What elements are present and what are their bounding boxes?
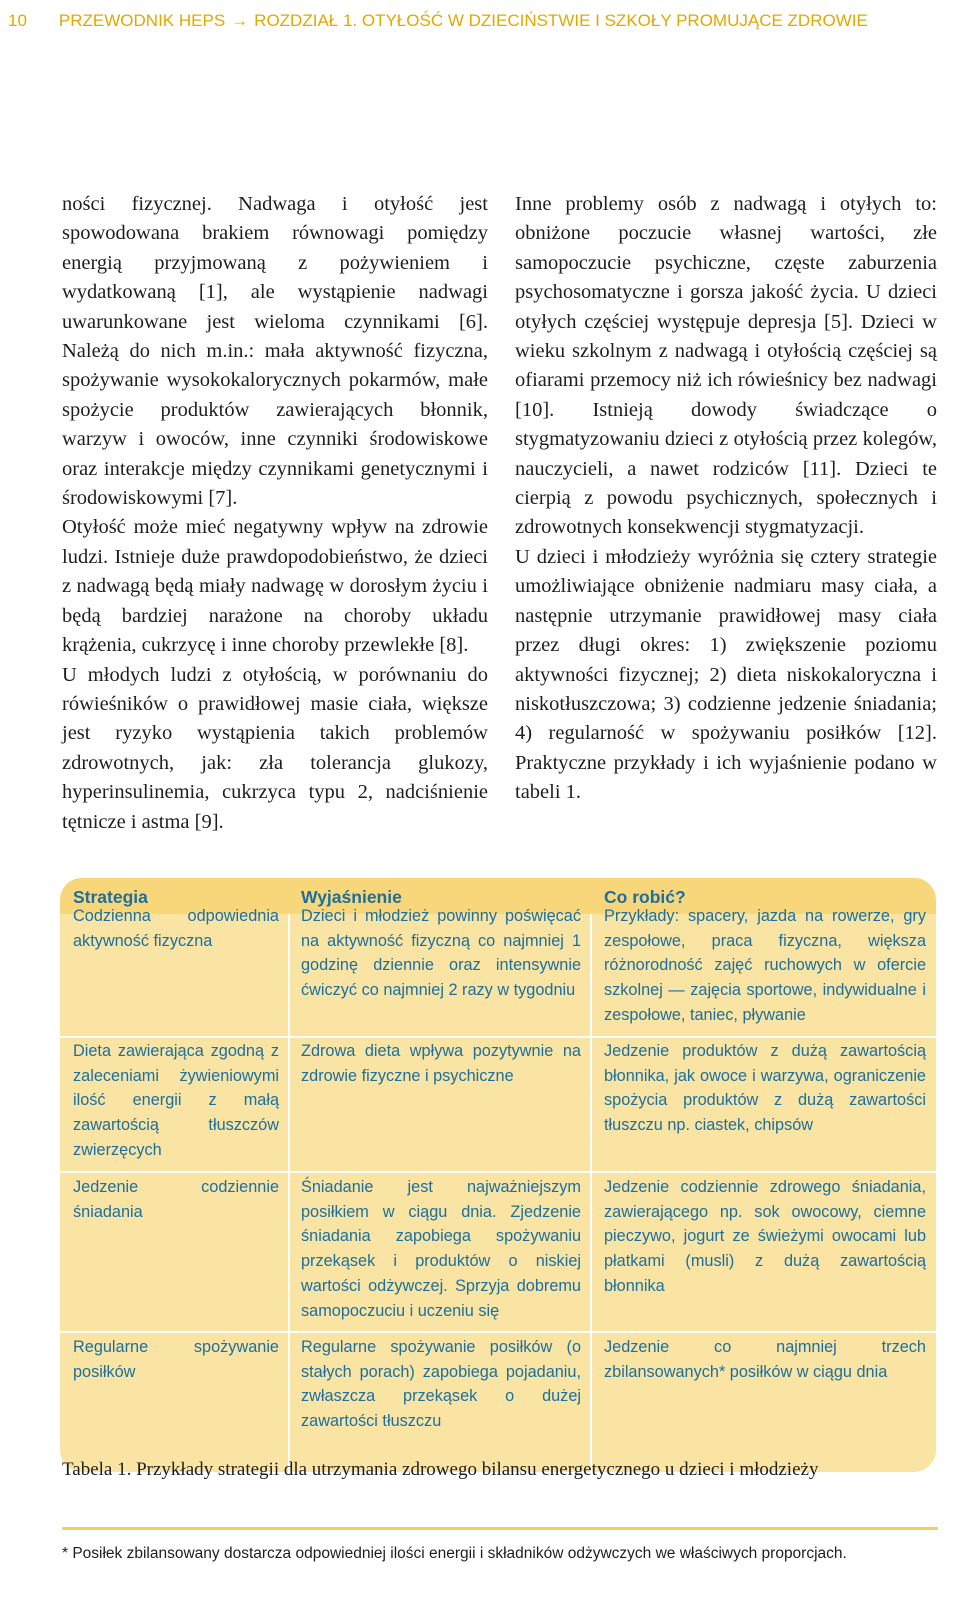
table-cell-strategy: Dieta zawierająca zgodną z zaleceniami żywieniowymi ilość energii z małą zawartością tłuszczów zwierzęcych [73,1042,279,1159]
paragraph: Inne problemy osób z nadwagą i otyłych to: obniżone poczucie własnej wartości, złe samopoczucie psychiczne, częste zaburzenia psychosomatyczne i gorsza jakość życia. U dzieci otyłych częściej występuje depresja [5]. Dzieci w wieku szkolnym z nadwagą i otyłością częściej są ofiarami przemocy niż ich rówieśnicy bez nadwagi [10]. Istnieją dowody świadczące o stygmatyzowaniu dzieci z otyłością przez kolegów, nauczycieli, a nawet rodziców [11]. Dzieci te cierpią z powodu psychicznych, społecznych i zdrowotnych konsekwencji stygmatyzacji. [515,193,937,539]
table-cell-action: Jedzenie codziennie zdrowego śniadania, zawierającego np. sok owocowy, ciemne pieczywo, jogurt ze świeżymi owocami lub płatkami (musli) z dużą zawartością błonnika [604,1178,926,1295]
running-header [8,8,940,34]
header-explanation: Wyjaśnienie [301,887,402,907]
table-cell-strategy: Regularne spożywanie posiłków [73,1338,279,1381]
column-divider [288,914,290,1472]
row-divider [60,1331,936,1333]
table-caption: Tabela 1. Przykłady strategii dla utrzymania zdrowego bilansu energetycznego u dzieci i młodzieży [62,1459,819,1480]
arrow-right-icon: → [231,11,249,30]
table-cell-explanation: Zdrowa dieta wpływa pozytywnie na zdrowie fizyczne i psychiczne [301,1042,581,1085]
right-text-column [515,190,937,808]
header-strategy: Strategia [73,887,148,907]
table-cell-explanation: Regularne spożywanie posiłków (o stałych porach) zapobiega pojadaniu, zwłaszcza przekąsek o dużej zawartości tłuszczu [301,1338,581,1431]
guide-title: PRZEWODNIK HEPS [58,11,226,30]
table-cell-action: Jedzenie co najmniej trzech zbilansowanych* posiłków w ciągu dnia [604,1338,926,1381]
row-divider [60,1171,936,1173]
paragraph: U młodych ludzi z otyłością, w porównaniu do rówieśników o prawidłowej masie ciała, większe jest ryzyko wystąpienia takich problemów zdrowotnych, jak: zła tolerancja glukozy, hyperinsulinemia, cukrzyca typu 2, nadciśnienie tętnicze i astma [9]. [62,663,488,833]
column-divider [590,914,592,1472]
paragraph: U dzieci i młodzieży wyróżnia się cztery strategie umożliwiające obniżenie nadmiaru masy ciała, a następnie utrzymanie prawidłowej masy ciała przez długi okres: 1) zwiększenie poziomu aktywności fizycznej; 2) dieta niskokaloryczna i niskotłuszczowa; 3) codzienne jedzenie śniadania; 4) regularność w spożywaniu posiłków [12]. Praktyczne przykłady i ich wyjaśnienie podano w tabeli 1. [515,545,937,804]
paragraph: Otyłość może mieć negatywny wpływ na zdrowie ludzi. Istnieje duże prawdopodobieństwo, że dzieci z nadwagą będą miały nadwagę w dorosłym życiu i będą bardziej narażone na choroby układu krążenia, cukrzycę i inne choroby przewlekłe [8]. [62,516,488,657]
table-cell-strategy: Codzienna odpowiednia aktywność fizyczna [73,907,279,950]
table-cell-action: Przykłady: spacery, jazda na rowerze, gry zespołowe, praca fizyczna, większa różnorodność zajęć ruchowych w ofercie szkolnej — zajęcia sportowe, indywidualne i zespołowe, taniec, pływanie [604,907,926,1024]
table-cell-explanation: Śniadanie jest najważniejszym posiłkiem w ciągu dnia. Zjedzenie śniadania zapobiega spożywaniu przekąsek i produktów o niskiej wartości odżywczej. Sprzyja dobremu samopoczuciu i uczeniu się [301,1178,581,1320]
header-action: Co robić? [604,887,686,907]
strategy-table [60,878,936,1472]
page-number: 10 [8,11,27,30]
table-cell-action: Jedzenie produktów z dużą zawartością błonnika, jak owoce i warzywa, ograniczenie spożycia produktów z dużą zawartości tłuszczu np. ciastek, chipsów [604,1042,926,1135]
footnote: * Posiłek zbilansowany dostarcza odpowiedniej ilości energii i składników odżywczych we właściwych proporcjach. [62,1545,847,1562]
row-divider [60,1036,936,1038]
paragraph: ności fizycznej. Nadwaga i otyłość jest spowodowana brakiem równowagi pomiędzy energią przyjmowaną z pożywieniem i wydatkowaną [1], ale wystąpienie nadwagi uwarunkowane jest wieloma czynnikami [6]. Należą do nich m.in.: mała aktywność fizyczna, spożywanie wysokokalorycznych pokarmów, małe spożycie produktów zawierających błonnik, warzyw i owoców, inne czynniki środowiskowe oraz interakcje między czynnikami genetycznymi i środowiskowymi [7]. [62,193,488,510]
chapter-title: ROZDZIAŁ 1. OTYŁOŚĆ W DZIECIŃSTWIE I SZKOŁY PROMUJĄCE ZDROWIE [254,11,868,30]
table-cell-explanation: Dzieci i młodzież powinny poświęcać na aktywność fizyczną co najmniej 1 godzinę dziennie oraz intensywnie ćwiczyć co najmniej 2 razy w tygodniu [301,907,581,1000]
footnote-divider [62,1527,938,1530]
left-text-column [62,190,488,837]
table-cell-strategy: Jedzenie codziennie śniadania [73,1178,279,1221]
